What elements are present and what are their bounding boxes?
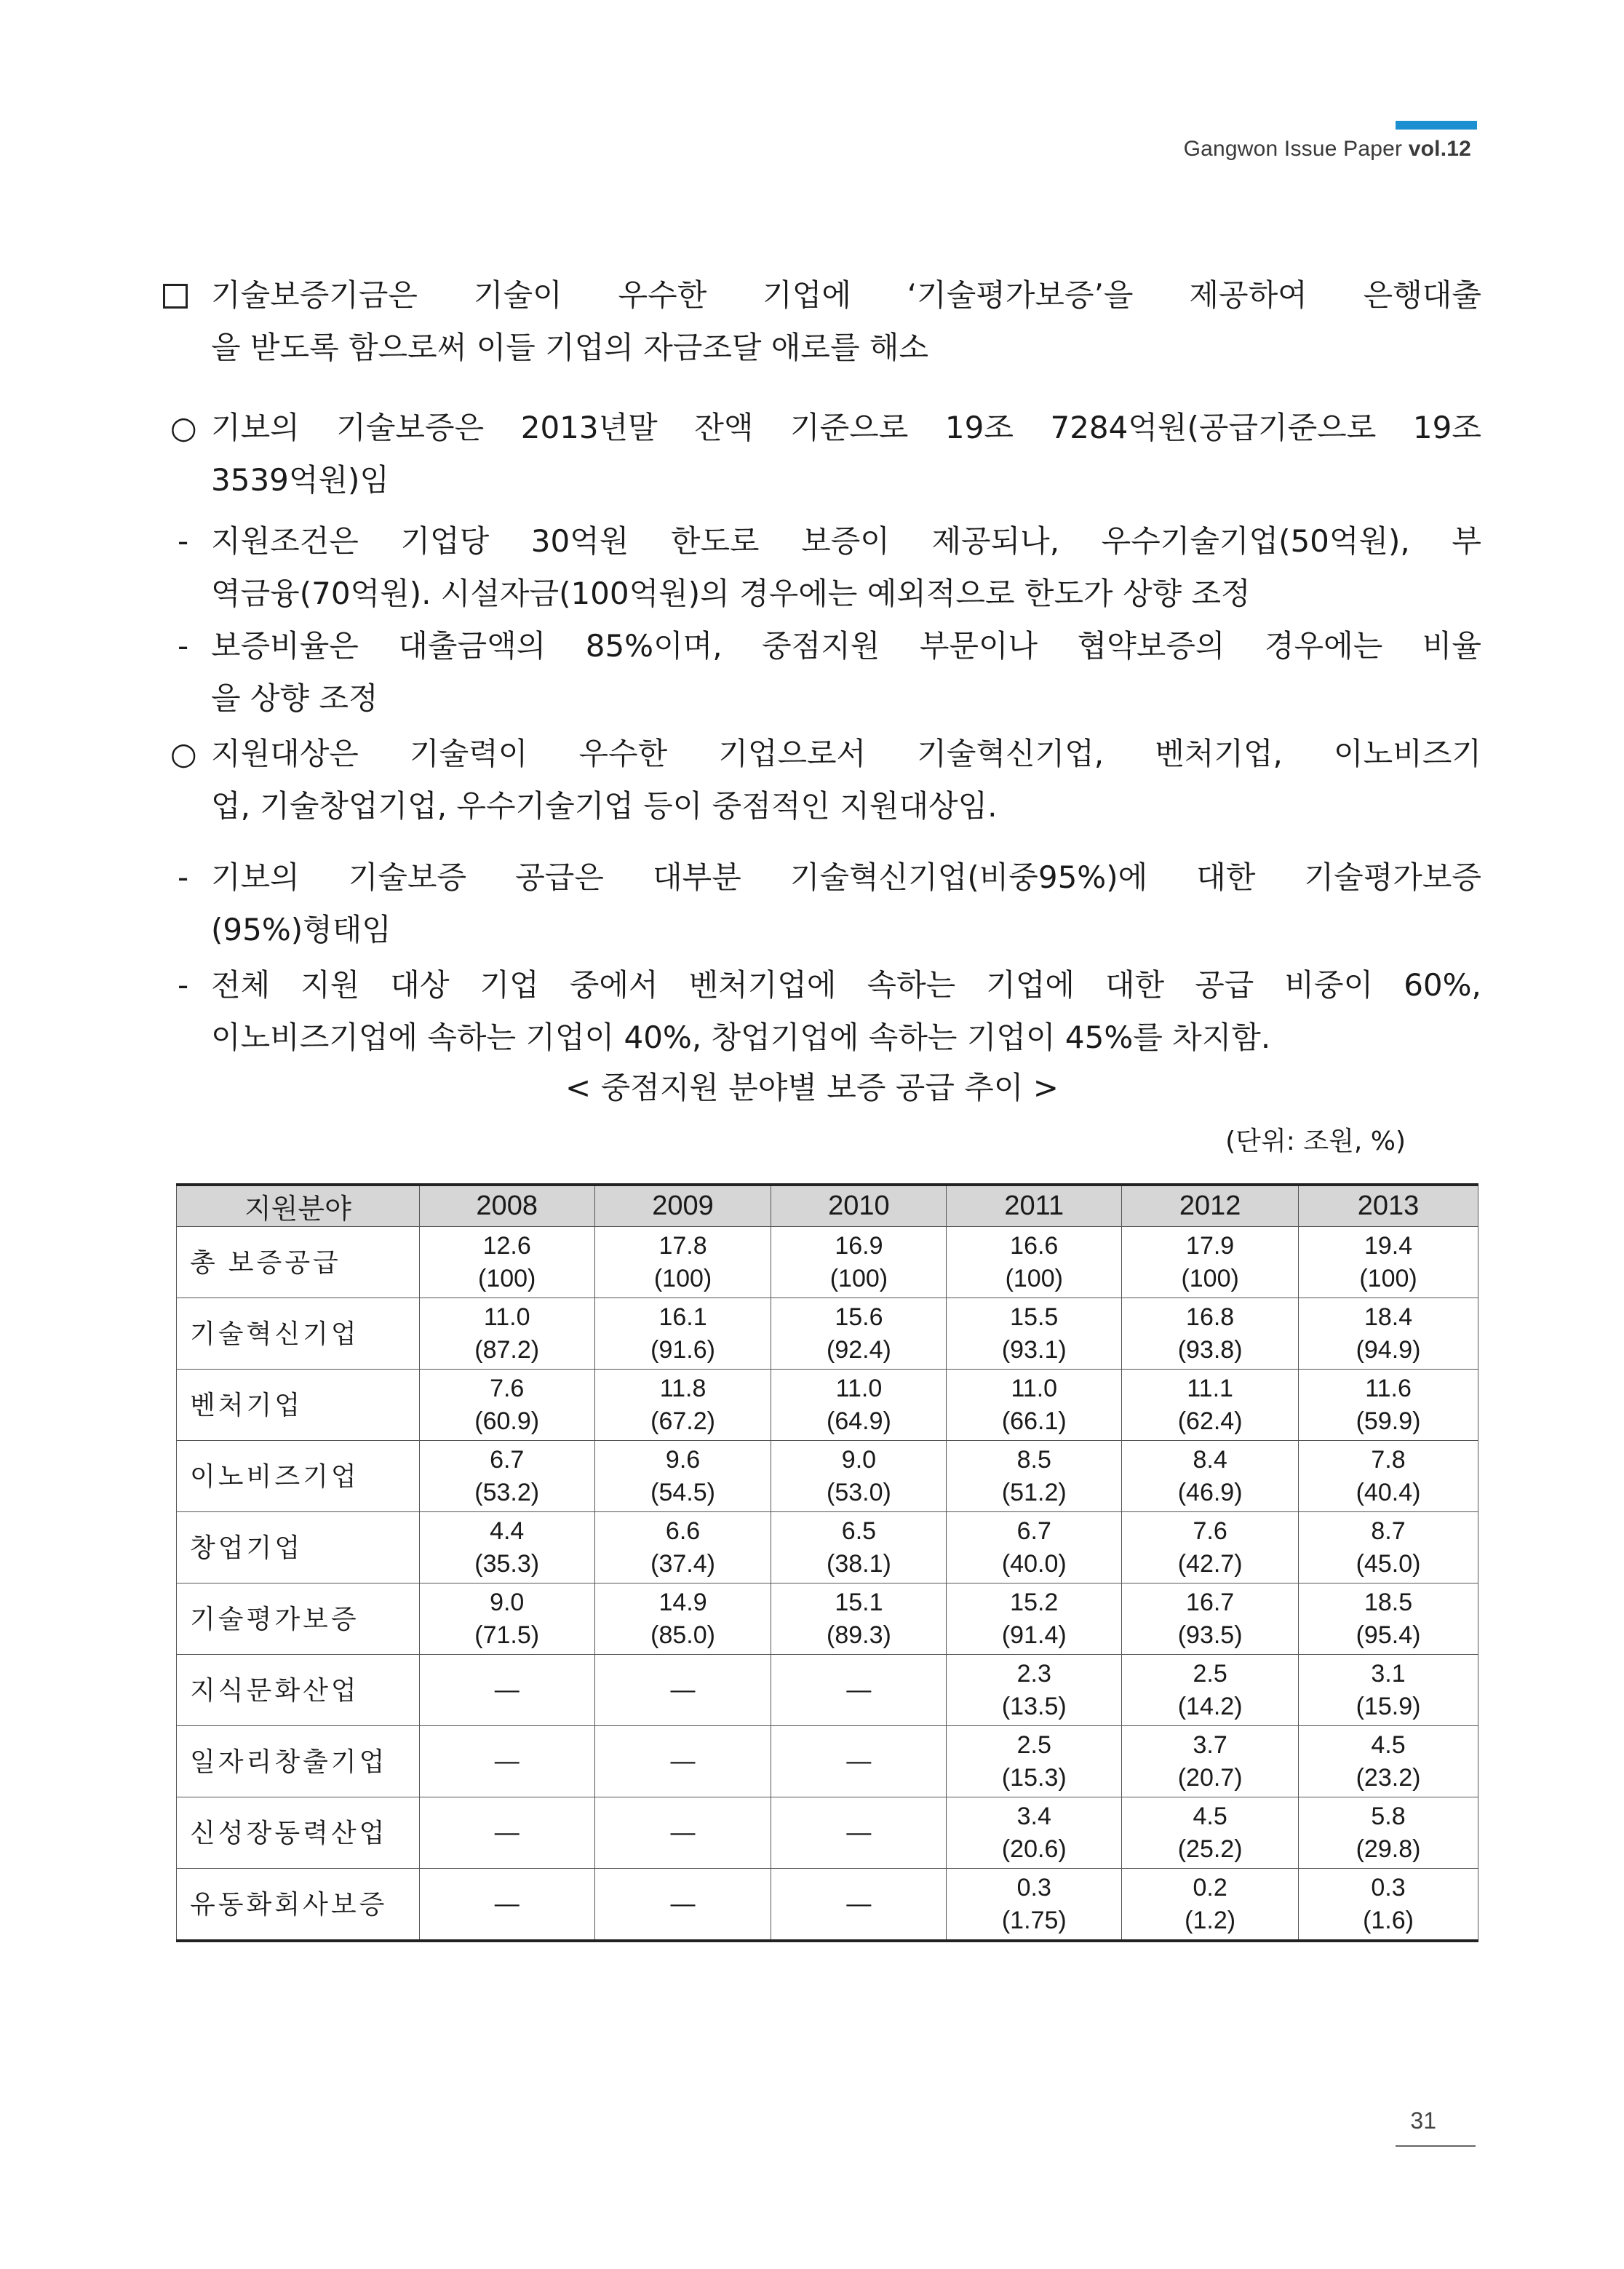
table-cell xyxy=(419,1298,594,1370)
cell-value: 16.6 xyxy=(1010,1231,1059,1260)
table-cell xyxy=(1122,1512,1299,1583)
cell-percent: (67.2) xyxy=(650,1407,715,1435)
empty-dash: — xyxy=(670,1890,696,1918)
empty-dash: — xyxy=(494,1890,520,1918)
empty-dash: — xyxy=(494,1819,520,1846)
table-row xyxy=(177,1441,1478,1512)
cell-value: 7.6 xyxy=(1193,1517,1227,1545)
cell-value: 17.9 xyxy=(1186,1231,1235,1260)
table-row xyxy=(177,1655,1478,1726)
empty-dash: — xyxy=(846,1819,872,1846)
cell-percent: (20.7) xyxy=(1177,1763,1243,1792)
table-cell xyxy=(594,1869,771,1942)
cell-value: 2.5 xyxy=(1193,1659,1227,1688)
cell-percent: (29.8) xyxy=(1356,1835,1421,1863)
table-cell xyxy=(1299,1227,1478,1298)
table-cell xyxy=(1299,1655,1478,1726)
table-cell xyxy=(419,1441,594,1512)
cell-percent: (100) xyxy=(1359,1264,1417,1292)
table-cell xyxy=(419,1655,594,1726)
table-row xyxy=(177,1583,1478,1655)
cell-value: 15.5 xyxy=(1010,1303,1059,1331)
cell-value: 7.8 xyxy=(1371,1445,1406,1474)
bullet-marker: ○ xyxy=(170,736,197,771)
table-cell xyxy=(419,1227,594,1298)
cell-percent: (13.5) xyxy=(1001,1692,1067,1720)
table-cell xyxy=(419,1797,594,1869)
empty-dash: — xyxy=(670,1819,696,1846)
cell-value: 11.8 xyxy=(659,1374,706,1402)
table-cell xyxy=(1122,1227,1299,1298)
table-cell xyxy=(771,1726,947,1797)
table-cell xyxy=(771,1655,947,1726)
checkbox-bullet-icon xyxy=(163,284,188,309)
cell-percent: (23.2) xyxy=(1356,1763,1421,1792)
cell-percent: (100) xyxy=(1005,1264,1063,1292)
cell-value: 11.0 xyxy=(835,1374,883,1402)
cell-value: 15.2 xyxy=(1010,1588,1059,1616)
cell-value: 6.5 xyxy=(841,1517,877,1545)
cell-value: 16.8 xyxy=(1186,1303,1235,1331)
table-cell xyxy=(594,1441,771,1512)
table-cell xyxy=(419,1370,594,1441)
table-cell xyxy=(947,1583,1122,1655)
cell-value: 4.5 xyxy=(1193,1802,1227,1830)
cell-percent: (45.0) xyxy=(1356,1549,1421,1578)
cell-percent: (95.4) xyxy=(1356,1621,1421,1649)
cell-value: 3.7 xyxy=(1193,1730,1227,1759)
cell-value: 16.7 xyxy=(1186,1588,1235,1616)
table-cell xyxy=(771,1797,947,1869)
cell-value: 17.8 xyxy=(658,1231,707,1260)
empty-dash: — xyxy=(846,1676,872,1704)
table-row xyxy=(177,1512,1478,1583)
text-line: 을 상향 조정 xyxy=(211,680,378,716)
header-accent-bar xyxy=(1396,121,1477,130)
table-cell xyxy=(1122,1655,1299,1726)
empty-dash: — xyxy=(494,1747,520,1775)
table-cell xyxy=(1299,1512,1478,1583)
cell-percent: (15.3) xyxy=(1001,1763,1067,1792)
cell-value: 9.0 xyxy=(841,1445,877,1474)
table-cell xyxy=(594,1797,771,1869)
cell-percent: (91.6) xyxy=(650,1335,715,1364)
guarantee-table xyxy=(176,1183,1478,1942)
header-year: 2012 xyxy=(1122,1185,1299,1227)
table-cell xyxy=(1299,1370,1478,1441)
row-label: 벤처기업 xyxy=(177,1370,420,1441)
table-cell xyxy=(947,1655,1122,1726)
table-cell xyxy=(771,1512,947,1583)
table-cell xyxy=(1122,1370,1299,1441)
cell-percent: (1.6) xyxy=(1363,1906,1414,1934)
cell-value: 8.5 xyxy=(1016,1445,1051,1474)
cell-value: 16.1 xyxy=(658,1303,707,1331)
cell-percent: (94.9) xyxy=(1356,1335,1421,1364)
cell-percent: (40.0) xyxy=(1001,1549,1067,1578)
empty-dash: — xyxy=(846,1747,872,1775)
table-cell xyxy=(771,1583,947,1655)
cell-value: 0.3 xyxy=(1016,1873,1051,1902)
row-label: 신성장동력산업 xyxy=(177,1797,420,1869)
table-row xyxy=(177,1726,1478,1797)
cell-value: 11.6 xyxy=(1365,1374,1412,1402)
table-cell xyxy=(594,1512,771,1583)
table-row xyxy=(177,1869,1478,1942)
cell-value: 9.0 xyxy=(490,1588,525,1616)
cell-percent: (93.1) xyxy=(1001,1335,1067,1364)
table-cell xyxy=(594,1227,771,1298)
cell-value: 3.4 xyxy=(1016,1802,1051,1830)
cell-percent: (62.4) xyxy=(1177,1407,1243,1435)
cell-percent: (51.2) xyxy=(1001,1478,1067,1506)
row-label: 기술평가보증 xyxy=(177,1583,420,1655)
cell-value: 18.4 xyxy=(1364,1303,1413,1331)
cell-value: 11.1 xyxy=(1187,1374,1233,1402)
table-body xyxy=(177,1227,1478,1942)
cell-percent: (100) xyxy=(829,1264,888,1292)
bullet-marker: - xyxy=(178,628,189,664)
cell-percent: (25.2) xyxy=(1177,1835,1243,1863)
cell-percent: (64.9) xyxy=(827,1407,891,1435)
table-cell xyxy=(594,1583,771,1655)
cell-percent: (1.2) xyxy=(1185,1906,1236,1934)
text-line: 을 받도록 함으로써 이들 기업의 자금조달 애로를 해소 xyxy=(211,330,929,365)
text-line: 보증비율은 대출금액의 85%이며, 중점지원 부문이나 협약보증의 경우에는 비율 xyxy=(211,628,1481,664)
cell-value: 4.5 xyxy=(1371,1730,1406,1759)
cell-percent: (100) xyxy=(1181,1264,1239,1292)
cell-percent: (37.4) xyxy=(650,1549,715,1578)
header-year: 2008 xyxy=(419,1185,594,1227)
paragraph xyxy=(170,728,1481,833)
cell-value: 12.6 xyxy=(482,1231,531,1260)
bullet-marker: - xyxy=(178,967,189,1003)
table-cell xyxy=(419,1726,594,1797)
table-cell xyxy=(771,1869,947,1942)
cell-value: 16.9 xyxy=(835,1231,883,1260)
text-line: 이노비즈기업에 속하는 기업이 40%, 창업기업에 속하는 기업이 45%를 차지함. xyxy=(211,1020,1271,1055)
cell-percent: (66.1) xyxy=(1001,1407,1067,1435)
cell-percent: (92.4) xyxy=(827,1335,891,1364)
cell-value: 7.6 xyxy=(490,1374,525,1402)
cell-percent: (42.7) xyxy=(1177,1549,1243,1578)
cell-value: 6.7 xyxy=(1016,1517,1051,1545)
header-title: Gangwon Issue Paper vol.12 xyxy=(1183,137,1471,161)
bullet-marker: ○ xyxy=(170,410,197,445)
text-line: 업, 기술창업기업, 우수기술기업 등이 중점적인 지원대상임. xyxy=(211,788,998,824)
cell-value: 3.1 xyxy=(1371,1659,1406,1688)
table-cell xyxy=(771,1441,947,1512)
table-cell xyxy=(947,1227,1122,1298)
cell-value: 2.3 xyxy=(1016,1659,1051,1688)
cell-percent: (1.75) xyxy=(1001,1906,1067,1934)
cell-percent: (93.8) xyxy=(1177,1335,1243,1364)
row-label: 유동화회사보증 xyxy=(177,1869,420,1942)
table-cell xyxy=(1122,1726,1299,1797)
cell-value: 8.4 xyxy=(1193,1445,1227,1474)
row-label: 일자리창출기업 xyxy=(177,1726,420,1797)
table-caption: < 중점지원 분야별 보증 공급 추이 > xyxy=(565,1070,1059,1105)
paragraph xyxy=(170,402,1481,506)
table-cell xyxy=(1122,1583,1299,1655)
header-year: 2009 xyxy=(594,1185,771,1227)
table-cell xyxy=(419,1512,594,1583)
table-cell xyxy=(1122,1797,1299,1869)
text-line: 지원대상은 기술력이 우수한 기업으로서 기술혁신기업, 벤처기업, 이노비즈기 xyxy=(211,736,1481,771)
page-number: 31 xyxy=(1410,2107,1436,2134)
paragraph xyxy=(178,620,1481,725)
table-cell xyxy=(947,1726,1122,1797)
cell-value: 19.4 xyxy=(1364,1231,1413,1260)
empty-dash: — xyxy=(670,1676,696,1704)
cell-percent: (38.1) xyxy=(827,1549,891,1578)
empty-dash: — xyxy=(670,1747,696,1775)
cell-value: 5.8 xyxy=(1371,1802,1406,1830)
cell-value: 8.7 xyxy=(1371,1517,1406,1545)
table-cell xyxy=(771,1227,947,1298)
cell-percent: (35.3) xyxy=(474,1549,540,1578)
table-cell xyxy=(1122,1298,1299,1370)
cell-value: 14.9 xyxy=(658,1588,707,1616)
cell-percent: (14.2) xyxy=(1177,1692,1243,1720)
table-cell xyxy=(1299,1298,1478,1370)
table-cell xyxy=(594,1298,771,1370)
text-line: 역금융(70억원). 시설자금(100억원)의 경우에는 예외적으로 한도가 상향 조정 xyxy=(211,576,1251,611)
table-cell xyxy=(947,1298,1122,1370)
bullet-marker: - xyxy=(178,859,189,895)
cell-value: 15.1 xyxy=(835,1588,883,1616)
cell-percent: (91.4) xyxy=(1001,1621,1067,1649)
paragraph xyxy=(178,959,1481,1064)
table-row xyxy=(177,1227,1478,1298)
row-label: 기술혁신기업 xyxy=(177,1298,420,1370)
table-row xyxy=(177,1370,1478,1441)
header-year: 2013 xyxy=(1299,1185,1478,1227)
cell-percent: (59.9) xyxy=(1356,1407,1421,1435)
cell-percent: (87.2) xyxy=(474,1335,540,1364)
empty-dash: — xyxy=(846,1890,872,1918)
header-year: 2010 xyxy=(771,1185,947,1227)
table-cell xyxy=(1299,1869,1478,1942)
table-unit: (단위: 조원, %) xyxy=(1225,1126,1406,1156)
row-label: 이노비즈기업 xyxy=(177,1441,420,1512)
table-cell xyxy=(419,1869,594,1942)
table-cell xyxy=(1122,1441,1299,1512)
table-row xyxy=(177,1797,1478,1869)
cell-percent: (54.5) xyxy=(650,1478,715,1506)
cell-value: 6.6 xyxy=(665,1517,701,1545)
table-cell xyxy=(947,1512,1122,1583)
text-line: 3539억원)임 xyxy=(211,462,389,498)
cell-value: 11.0 xyxy=(1011,1374,1058,1402)
table-cell xyxy=(947,1441,1122,1512)
table-cell xyxy=(1299,1726,1478,1797)
cell-percent: (71.5) xyxy=(474,1621,540,1649)
cell-value: 0.3 xyxy=(1371,1873,1406,1902)
cell-value: 2.5 xyxy=(1016,1730,1051,1759)
table-cell xyxy=(594,1655,771,1726)
paragraph xyxy=(178,851,1481,956)
table-cell xyxy=(419,1583,594,1655)
text-line: 기보의 기술보증 공급은 대부분 기술혁신기업(비중95%)에 대한 기술평가보증 xyxy=(211,859,1481,895)
row-label: 총 보증공급 xyxy=(177,1227,420,1298)
table-row xyxy=(177,1298,1478,1370)
paragraph xyxy=(178,515,1481,620)
table-cell xyxy=(1299,1583,1478,1655)
paragraph xyxy=(211,269,1481,374)
cell-value: 4.4 xyxy=(490,1517,525,1545)
table-cell xyxy=(947,1370,1122,1441)
cell-percent: (60.9) xyxy=(474,1407,540,1435)
row-label: 창업기업 xyxy=(177,1512,420,1583)
table-cell xyxy=(1299,1797,1478,1869)
cell-value: 18.5 xyxy=(1364,1588,1413,1616)
cell-percent: (100) xyxy=(653,1264,712,1292)
table-cell xyxy=(947,1797,1122,1869)
table-cell xyxy=(594,1726,771,1797)
table-cell xyxy=(947,1869,1122,1942)
text-line: 기보의 기술보증은 2013년말 잔액 기준으로 19조 7284억원(공급기준으로 19조 xyxy=(211,410,1481,445)
cell-percent: (93.5) xyxy=(1177,1621,1243,1649)
cell-percent: (15.9) xyxy=(1356,1692,1421,1720)
header-year: 2011 xyxy=(947,1185,1122,1227)
cell-value: 9.6 xyxy=(665,1445,701,1474)
table-header-row xyxy=(177,1185,1478,1227)
bullet-marker: - xyxy=(178,523,189,559)
table-cell xyxy=(594,1370,771,1441)
text-line: 전체 지원 대상 기업 중에서 벤처기업에 속하는 기업에 대한 공급 비중이 60%, xyxy=(211,967,1481,1003)
table-cell xyxy=(771,1298,947,1370)
row-label: 지식문화산업 xyxy=(177,1655,420,1726)
cell-percent: (40.4) xyxy=(1356,1478,1421,1506)
cell-value: 11.0 xyxy=(483,1303,530,1331)
cell-percent: (85.0) xyxy=(650,1621,715,1649)
cell-value: 15.6 xyxy=(835,1303,883,1331)
cell-value: 6.7 xyxy=(490,1445,525,1474)
cell-percent: (46.9) xyxy=(1177,1478,1243,1506)
page-number-rule xyxy=(1396,2145,1476,2147)
cell-percent: (89.3) xyxy=(827,1621,891,1649)
table-cell xyxy=(1299,1441,1478,1512)
empty-dash: — xyxy=(494,1676,520,1704)
text-line: 기술보증기금은 기술이 우수한 기업에 ‘기술평가보증’을 제공하여 은행대출 xyxy=(211,277,1481,313)
cell-percent: (53.2) xyxy=(474,1478,540,1506)
cell-percent: (53.0) xyxy=(827,1478,891,1506)
cell-percent: (100) xyxy=(478,1264,536,1292)
text-line: (95%)형태임 xyxy=(211,912,391,947)
table-cell xyxy=(1122,1869,1299,1942)
cell-value: 0.2 xyxy=(1193,1873,1227,1902)
text-line: 지원조건은 기업당 30억원 한도로 보증이 제공되나, 우수기술기업(50억원), 부 xyxy=(211,523,1481,559)
header-category: 지원분야 xyxy=(177,1185,420,1227)
cell-percent: (20.6) xyxy=(1001,1835,1067,1863)
table-cell xyxy=(771,1370,947,1441)
